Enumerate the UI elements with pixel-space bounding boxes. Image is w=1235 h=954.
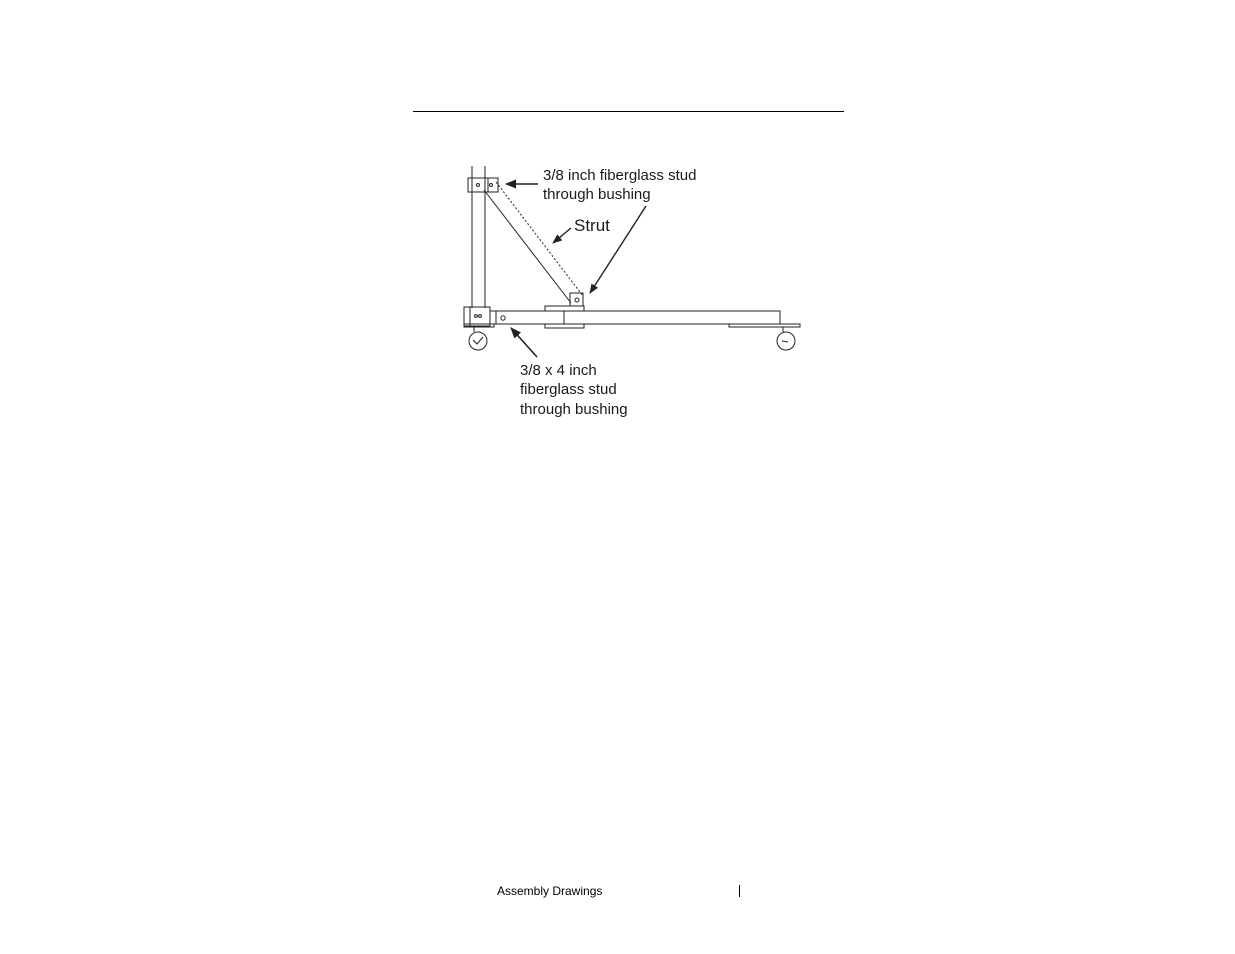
footer-section-title: Assembly Drawings xyxy=(497,884,603,898)
vertical-mast xyxy=(468,166,498,308)
top-stud-label-line2: through bushing xyxy=(543,186,651,203)
rear-wheel xyxy=(777,327,795,350)
footer-separator xyxy=(739,885,740,897)
base-beam xyxy=(464,306,800,328)
bottom-stud-label-line2: fiberglass stud xyxy=(520,381,617,398)
top-stud-label-line1: 3/8 inch fiberglass stud xyxy=(543,167,697,184)
strut-label: Strut xyxy=(574,216,610,235)
bottom-stud-label-line3: through bushing xyxy=(520,401,628,418)
strut-arrow xyxy=(553,228,571,243)
bottom-stud-arrow xyxy=(511,328,537,357)
front-wheel xyxy=(469,327,487,350)
bottom-stud-label-line1: 3/8 x 4 inch xyxy=(520,362,597,379)
